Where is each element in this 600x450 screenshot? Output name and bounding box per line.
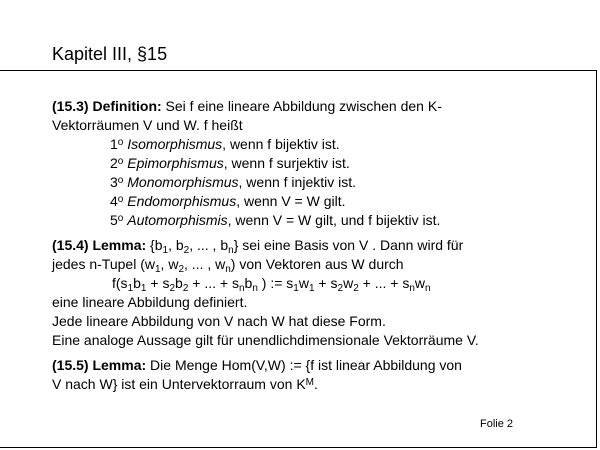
ordinal-indicator: o bbox=[117, 137, 124, 148]
lemma-line-4: Jede lineare Abbildung von V nach W hat diese Form. bbox=[52, 313, 386, 329]
definition-label: (15.3) Definition: bbox=[52, 98, 162, 114]
definition-item bbox=[52, 135, 572, 154]
definition-item-rest: , wenn V = W gilt. bbox=[236, 193, 346, 209]
lemma-15-5-block bbox=[52, 356, 572, 394]
lemma-line-3: eine lineare Abbildung definiert. bbox=[52, 294, 248, 310]
definition-item-number: 5 bbox=[110, 212, 118, 228]
definition-item-number: 4 bbox=[110, 193, 118, 209]
definition-item-name: Monomorphismus bbox=[127, 174, 239, 190]
definition-item-rest: , wenn f injektiv ist. bbox=[238, 174, 357, 190]
lemma-15-5-text-1: Die Menge Hom(V,W) := {f ist linear Abbildung von bbox=[146, 357, 462, 373]
slide-title: Kapitel III, §15 bbox=[52, 44, 168, 64]
definition-item bbox=[52, 211, 572, 230]
definition-text-1: Sei f eine lineare Abbildung zwischen den K- bbox=[161, 98, 442, 114]
lemma-15-4-block bbox=[52, 236, 572, 350]
lemma-15-5-end: . bbox=[314, 376, 318, 392]
slide-number: Folie 2 bbox=[480, 418, 514, 430]
definition-item bbox=[52, 192, 572, 211]
slide-content bbox=[52, 97, 572, 394]
lemma-formula: $f(s_1b_1 + s_2b_2$ + ... + $s_nb_n$ ) := $s_1w_1 + s_2w_2$ + ... + $s_nw_n$ bbox=[112, 275, 431, 294]
definition-block bbox=[52, 97, 572, 230]
ordinal-indicator: o bbox=[117, 156, 124, 167]
definition-item-name: Epimorphismus bbox=[127, 155, 224, 171]
definition-item bbox=[52, 173, 572, 192]
definition-item-rest: , wenn f bijektiv ist. bbox=[222, 136, 340, 152]
lemma-tupel-line: jedes n-Tupel ($w_1$, $w_2$, ... , $w_n$) von Vektoren aus W durch bbox=[52, 256, 404, 275]
definition-item-number: 2 bbox=[110, 155, 118, 171]
definition-item-rest: , wenn f surjektiv ist. bbox=[223, 155, 350, 171]
ordinal-indicator: o bbox=[117, 194, 124, 205]
ordinal-indicator: o bbox=[117, 213, 124, 224]
definition-item-number: 1 bbox=[110, 136, 118, 152]
definition-item-rest: , wenn V = W gilt, und f bijektiv ist. bbox=[227, 212, 441, 228]
definition-item-name: Endomorphismus bbox=[127, 193, 237, 209]
lemma-line-5: Eine analoge Aussage gilt für unendlichdimensionale Vektorräume V. bbox=[52, 332, 479, 348]
lemma-15-4-label: (15.4) Lemma: bbox=[52, 237, 147, 253]
definition-text-2: Vektorräumen V und W. f heißt bbox=[52, 117, 243, 133]
definition-item bbox=[52, 154, 572, 173]
lemma-basis-line: {$b_1$, $b_2$, ... , $b_n$} sei eine Basis von V . Dann wird für bbox=[150, 237, 464, 256]
lemma-15-5-sup: M bbox=[305, 377, 315, 388]
ordinal-indicator: o bbox=[117, 175, 124, 186]
definition-item-name: Isomorphismus bbox=[127, 136, 223, 152]
definition-item-number: 3 bbox=[110, 174, 118, 190]
lemma-15-5-text-2: V nach W} ist ein Untervektorraum von K bbox=[52, 376, 306, 392]
definition-items bbox=[52, 135, 572, 230]
definition-item-name: Automorphismis bbox=[127, 212, 228, 228]
lemma-15-5-label: (15.5) Lemma: bbox=[52, 357, 147, 373]
